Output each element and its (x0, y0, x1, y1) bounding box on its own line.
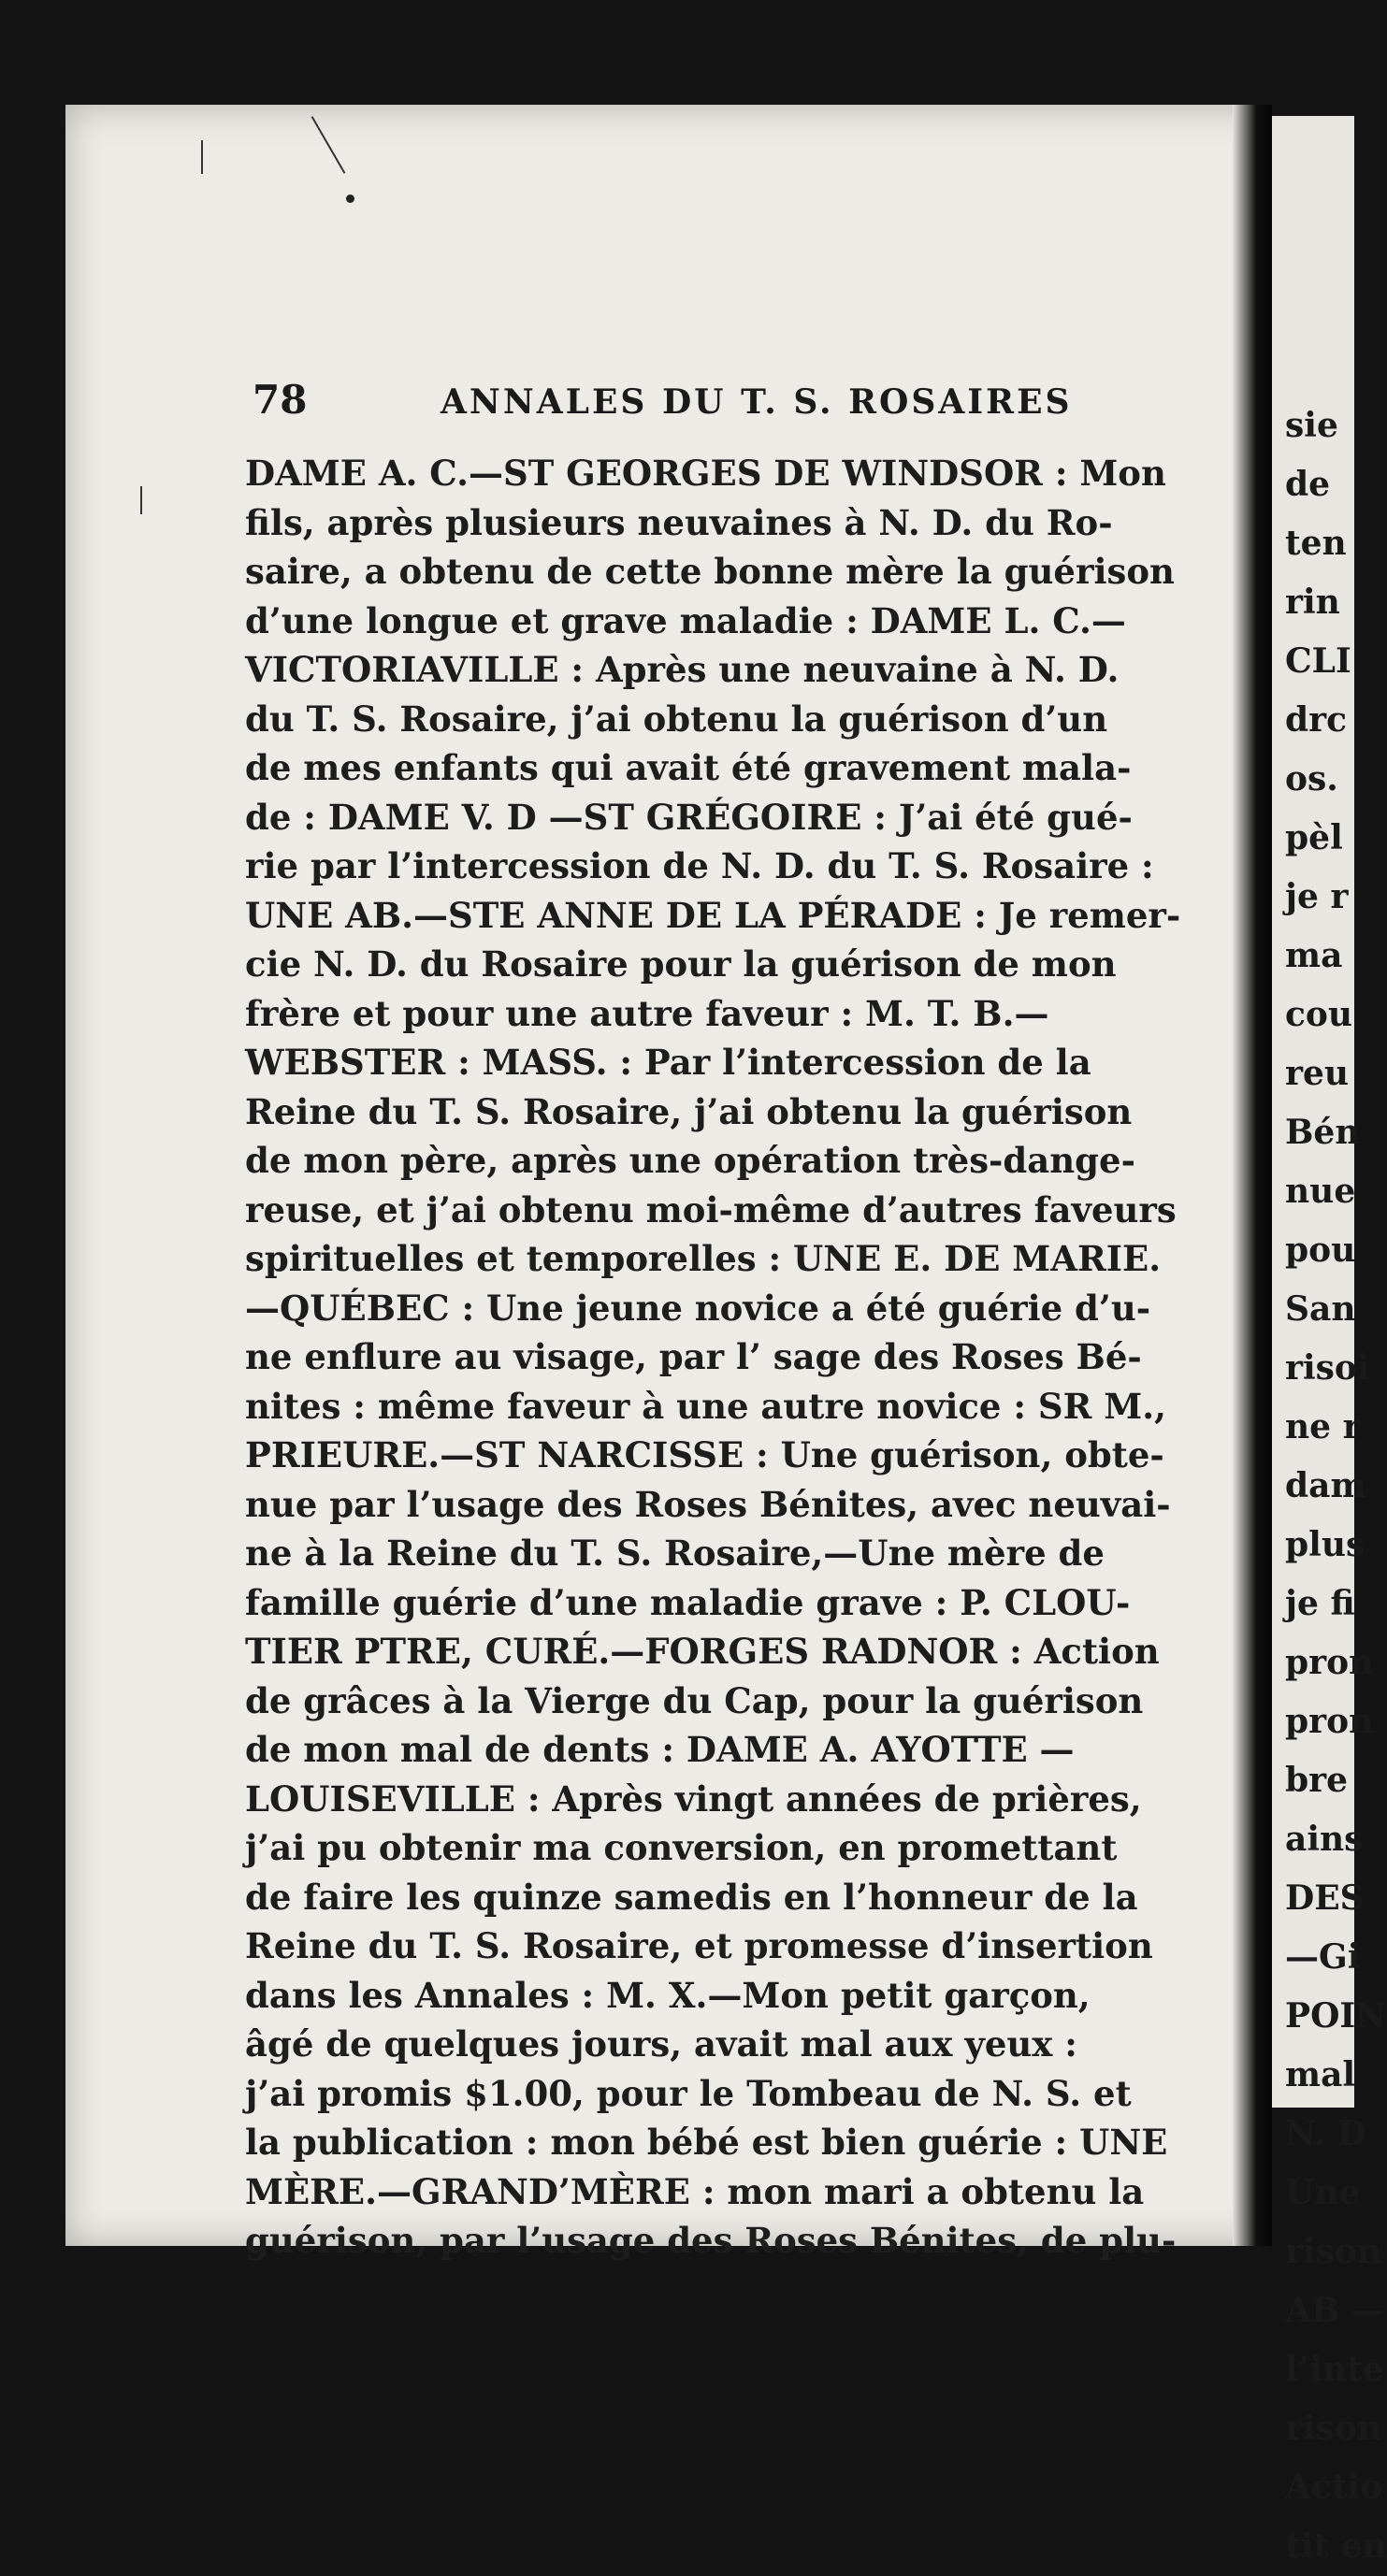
facing-page-line: mal (1285, 2055, 1356, 2094)
text-line: MÈRE.—GRAND’MÈRE : mon mari a obtenu la (245, 2170, 1145, 2212)
facing-page-line: reu (1285, 1054, 1350, 1093)
text-line: de grâces à la Vierge du Cap, pour la guérison (245, 1679, 1144, 1721)
facing-page-line: risoi (1285, 1348, 1370, 1388)
facing-page-line: nue (1285, 1172, 1356, 1211)
facing-page-line: ten (1285, 524, 1347, 563)
text-line: reuse, et j’ai obtenu moi-même d’autres faveurs (245, 1188, 1177, 1230)
text-line: de faire les quinze samedis en l’honneur de la (245, 1876, 1138, 1918)
text-line: rie par l’intercession de N. D. du T. S. Rosaire : (245, 845, 1154, 886)
text-line: fils, après plusieurs neuvaines à N. D. du Ro- (245, 501, 1113, 543)
facing-page-line: os. (1285, 759, 1338, 799)
text-line: nue par l’usage des Roses Bénites, avec neuvai- (245, 1483, 1171, 1525)
facing-page-line: Bén (1285, 1113, 1360, 1152)
text-line: frère et pour une autre faveur : M. T. B.— (245, 992, 1049, 1034)
text-line: —QUÉBEC : Une jeune novice a été guérie d’u- (245, 1287, 1151, 1329)
text-line: j’ai pu obtenir ma conversion, en promettant (245, 1827, 1118, 1868)
facing-page-line: tit en (1285, 2526, 1387, 2566)
text-line: LOUISEVILLE : Après vingt années de prières, (245, 1777, 1142, 1820)
text-line: WEBSTER : MASS. : Par l’intercession de la (245, 1042, 1091, 1083)
facing-page-line: pron (1285, 1643, 1374, 1682)
facing-page-line: bre (1285, 1761, 1349, 1800)
ink-speck (346, 194, 354, 203)
facing-page-line: —Gi (1285, 1937, 1361, 1977)
facing-page-line: Une (1285, 2173, 1361, 2212)
facing-page-line: San (1285, 1289, 1356, 1329)
text-line: dans les Annales : M. X.—Mon petit garçon, (245, 1974, 1091, 2016)
page-number: 78 (253, 377, 308, 423)
facing-page-line: drc (1285, 700, 1348, 740)
text-line: TIER PTRE, CURÉ.—FORGES RADNOR : Action (245, 1631, 1160, 1672)
text-line: PRIEURE.—ST NARCISSE : Une guérison, obte- (245, 1434, 1164, 1475)
text-line: saire, a obtenu de cette bonne mère la guérison (245, 551, 1175, 592)
facing-page-line: je fi (1285, 1584, 1355, 1623)
facing-page-line: plus (1285, 1525, 1365, 1564)
text-line: âgé de quelques jours, avait mal aux yeux : (245, 2023, 1077, 2065)
text-line: j’ai promis $1.00, pour le Tombeau de N. S. et (245, 2072, 1132, 2114)
text-line: cie N. D. du Rosaire pour la guérison de mon (245, 943, 1117, 985)
facing-page-line: POIN (1285, 1996, 1387, 2036)
text-line: VICTORIAVILLE : Après une neuvaine à N. D. (245, 649, 1120, 690)
text-line: d’une longue et grave maladie : DAME L. C.— (245, 599, 1126, 641)
facing-page-line: pèl (1285, 818, 1343, 857)
facing-page-line: sie (1285, 406, 1338, 445)
text-line: DAME A. C.—ST GEORGES DE WINDSOR : Mon (245, 453, 1166, 494)
text-line: nites : même faveur à une autre novice : SR M., (245, 1385, 1166, 1427)
text-line: de : DAME V. D —ST GRÉGOIRE : J’ai été gué- (245, 796, 1133, 838)
facing-page-line: ains (1285, 1820, 1364, 1859)
facing-page-line: dam (1285, 1466, 1366, 1505)
facing-page-line: rison (1285, 2409, 1382, 2448)
text-line: de mes enfants qui avait été gravement mala- (245, 747, 1132, 788)
header-title: ANNALES DU T. S. ROSAIRES (441, 382, 1073, 422)
text-line: Reine du T. S. Rosaire, j’ai obtenu la guérison (245, 1090, 1133, 1132)
ink-mark (201, 140, 203, 174)
book-gutter (1233, 105, 1272, 2246)
facing-page-line: AB — (1285, 2291, 1385, 2330)
facing-page-line: Actio (1285, 2468, 1383, 2507)
facing-page-line: rison (1285, 2232, 1382, 2271)
facing-page-line: je r (1285, 877, 1349, 916)
ink-mark (140, 486, 142, 514)
body-text (245, 449, 1199, 2266)
facing-page-line: rin (1285, 583, 1340, 622)
facing-page-line: pron (1285, 1702, 1374, 1741)
text-line: de mon père, après une opération très-dange- (245, 1140, 1135, 1181)
text-line: ne enflure au visage, par l’ sage des Roses Bé- (245, 1336, 1142, 1377)
text-line: famille guérie d’une maladie grave : P. CLOU- (245, 1581, 1131, 1623)
running-head (253, 372, 1113, 428)
facing-page-line: ne r (1285, 1407, 1361, 1446)
text-line: la publication : mon bébé est bien guérie : UNE (245, 2122, 1168, 2163)
facing-page-line: ma (1285, 936, 1343, 975)
text-line: UNE AB.—STE ANNE DE LA PÉRADE : Je remer- (245, 894, 1181, 936)
facing-page-line: DES (1285, 1878, 1365, 1918)
text-line: de mon mal de dents : DAME A. AYOTTE — (245, 1729, 1075, 1770)
facing-page-line: l’inte (1285, 2350, 1384, 2389)
text-line: spirituelles et temporelles : UNE E. DE MARIE. (245, 1238, 1162, 1279)
text-line: Reine du T. S. Rosaire, et promesse d’insertion (245, 1925, 1153, 1966)
facing-page-line: cou (1285, 995, 1353, 1034)
facing-page-line: de (1285, 465, 1331, 504)
facing-page-line: N. D (1285, 2114, 1366, 2153)
text-line: du T. S. Rosaire, j’ai obtenu la guérison d’un (245, 698, 1108, 740)
facing-page-fragment (1272, 116, 1387, 2566)
text-line: guérison, par l’usage des Roses Bénites, de plu- (245, 2220, 1177, 2261)
facing-page-line: pou (1285, 1230, 1356, 1270)
facing-page-line: CLI (1285, 641, 1351, 681)
text-line: ne à la Reine du T. S. Rosaire,—Une mère de (245, 1533, 1105, 1574)
